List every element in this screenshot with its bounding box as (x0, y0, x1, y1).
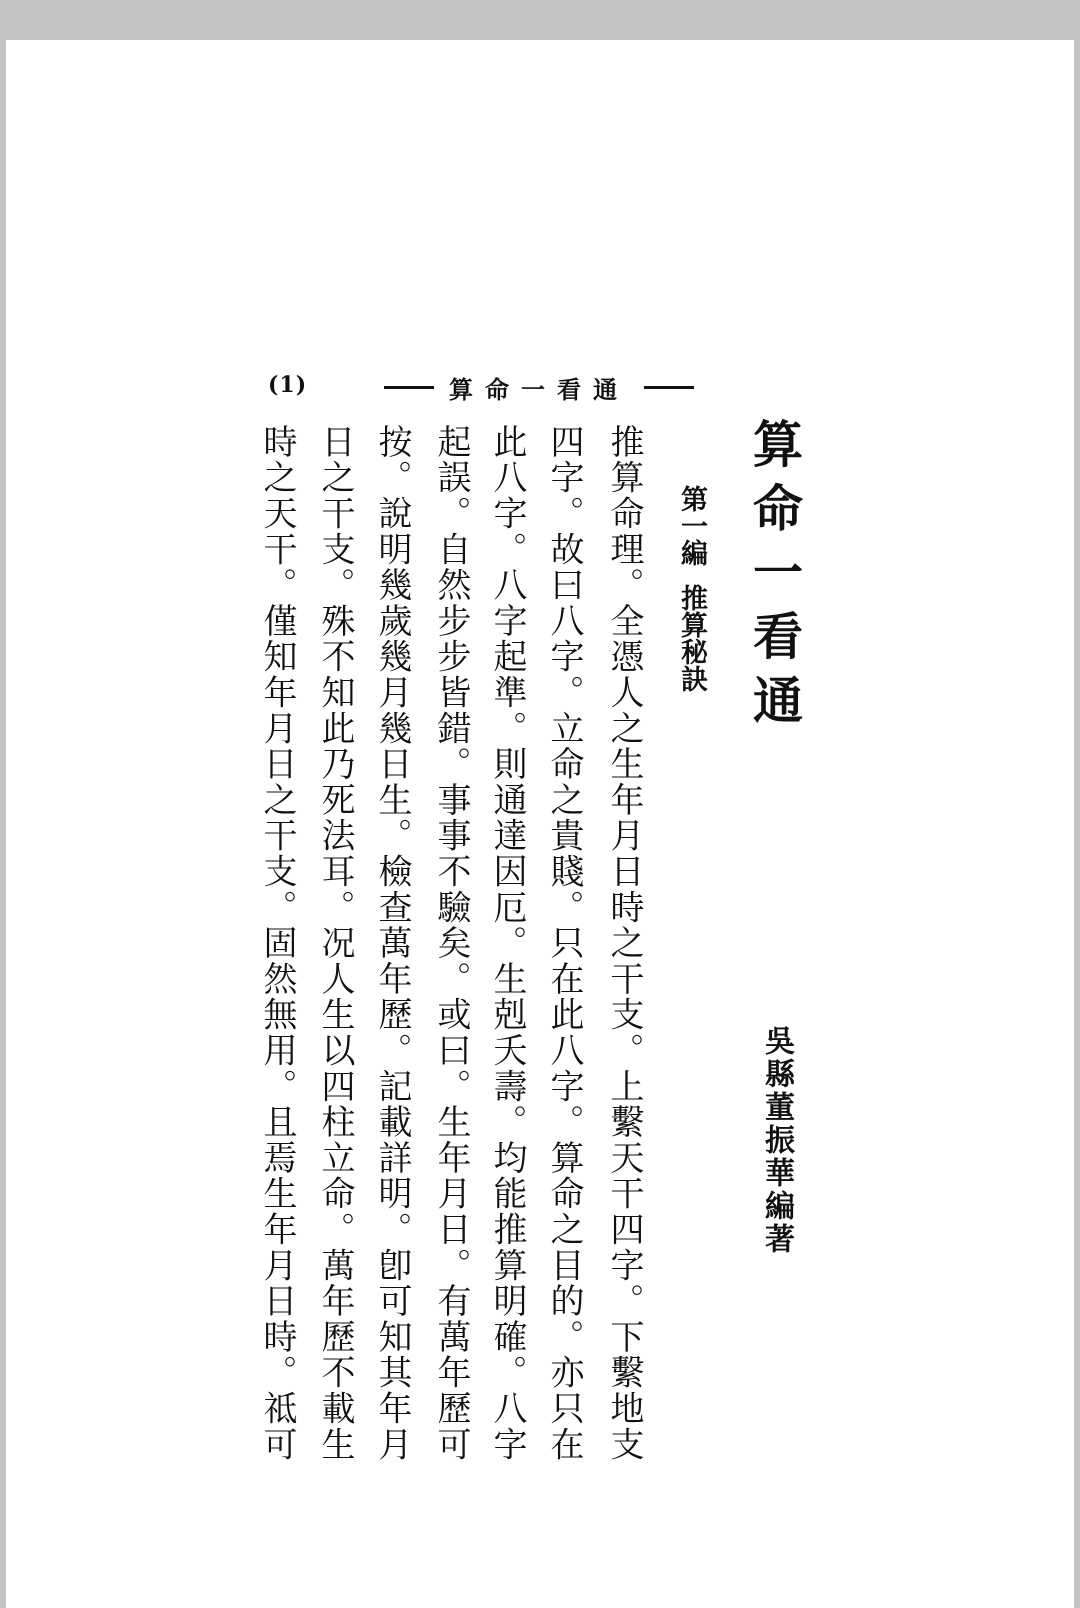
chapter-label: 第一編 (676, 485, 707, 566)
body-line: 日之干支。殊不知此乃死法耳。况人生以四柱立命。萬年歷不載生 (315, 424, 355, 1463)
body-line: 此八字。八字起準。則通達因厄。生剋夭壽。均能推算明確。八字 (487, 424, 527, 1463)
running-header (384, 370, 694, 404)
body-line: 四字。故曰八字。立命之貴賤。只在此八字。算命之目的。亦只在 (544, 424, 584, 1463)
book-page (6, 40, 1074, 1608)
body-line: 推算命理。全憑人之生年月日時之干支。上繫天干四字。下繫地支 (604, 424, 644, 1463)
book-title: 算命一看通 (745, 418, 804, 738)
running-header-text: 算命一看通 (449, 374, 629, 404)
body-line: 起誤。自然步步皆錯。事事不驗矣。或曰。生年月日。有萬年歷可 (431, 424, 471, 1463)
chapter-name: 推算秘訣 (676, 584, 707, 692)
header-dash-right (644, 386, 694, 389)
body-line: 按。說明幾歲幾月幾日生。檢查萬年歷。記載詳明。卽可知其年月 (372, 424, 412, 1463)
chapter-heading (672, 485, 711, 692)
author-credit: 吳縣董振華編著 (759, 1025, 794, 1256)
page-number: (1) (268, 372, 308, 398)
header-dash-left (384, 386, 434, 389)
body-line: 時之天干。僅知年月日之干支。固然無用。且焉生年月日時。祗可 (257, 424, 297, 1463)
